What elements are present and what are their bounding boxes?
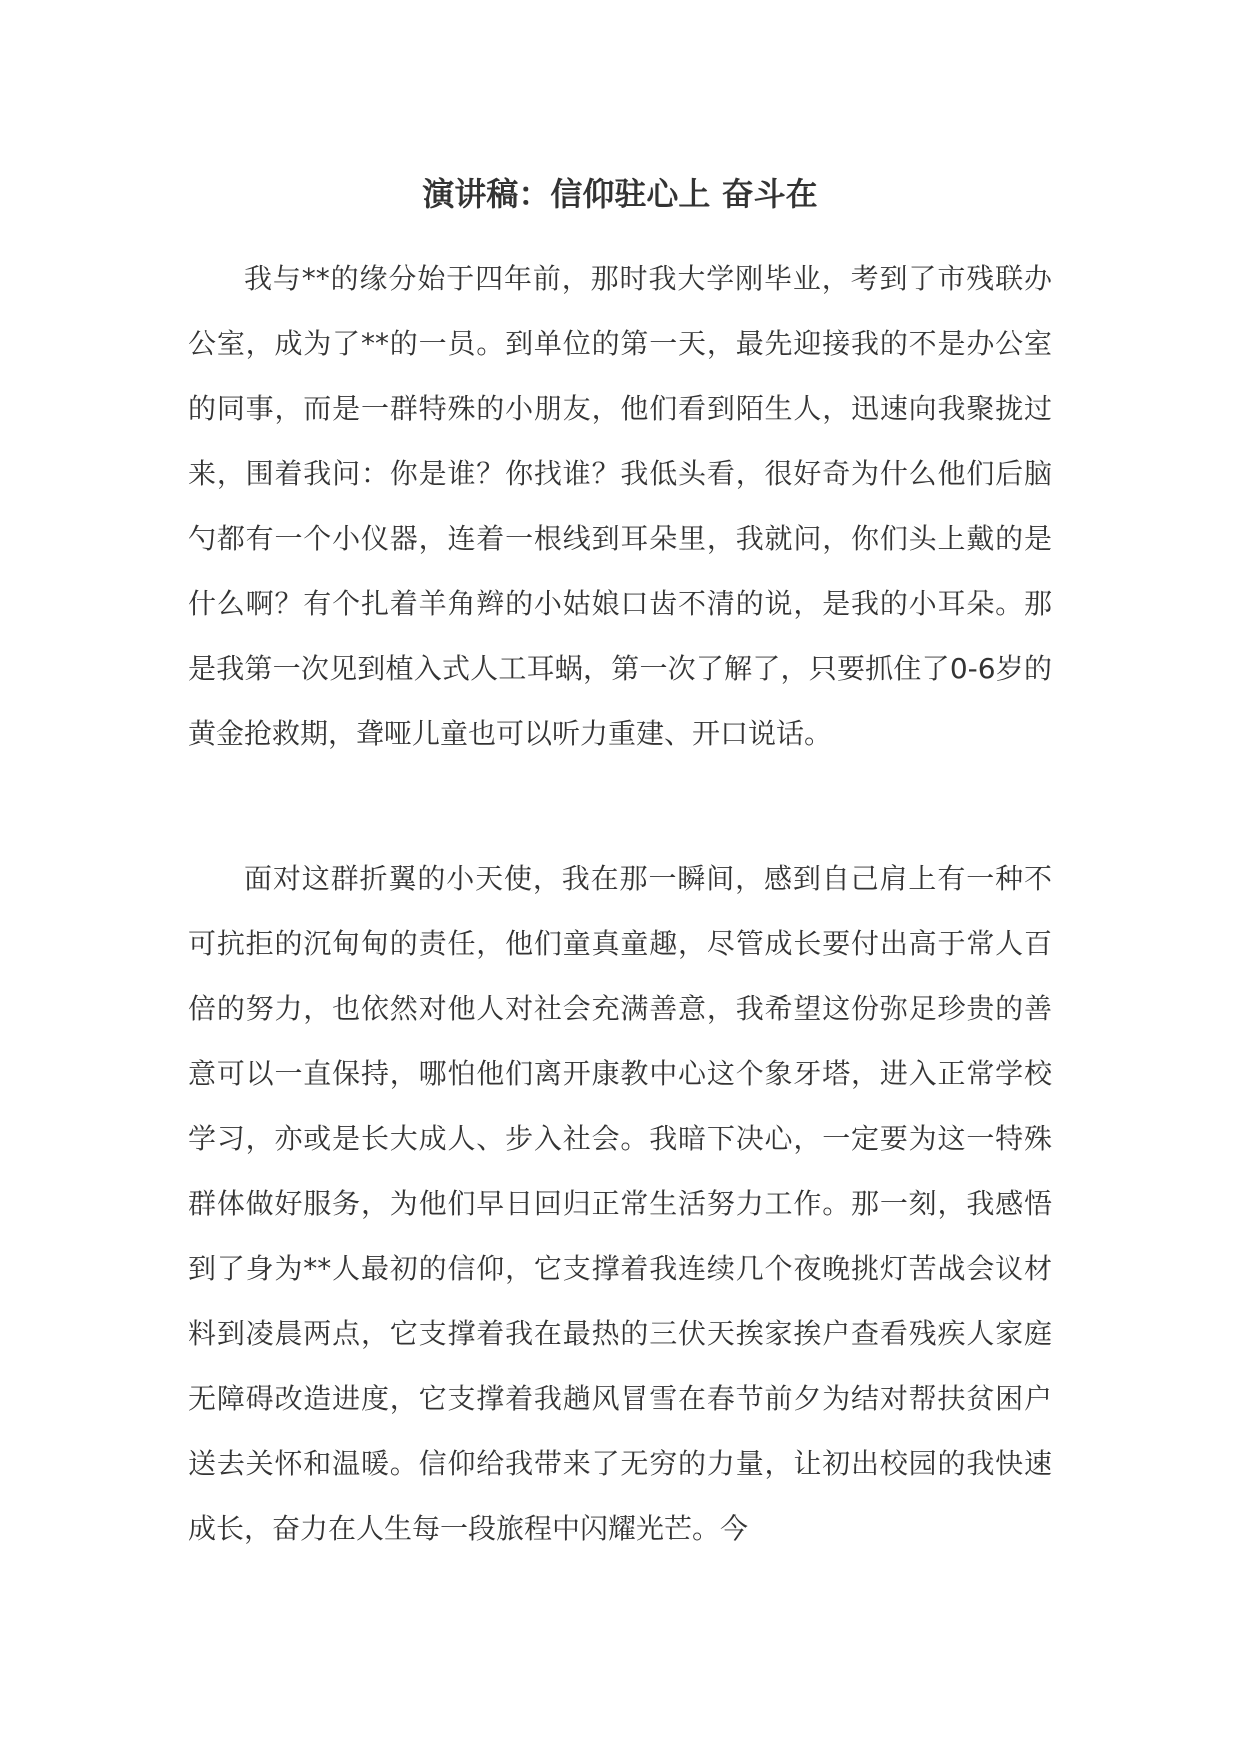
body-paragraph: 面对这群折翼的小天使，我在那一瞬间，感到自己肩上有一种不可抗拒的沉甸甸的责任，他们童真童趣，尽管成长要付出高于常人百倍的努力，也依然对他人对社会充满善意，我希望这份弥足珍贵的善意可以一直保持，哪怕他们离开康教中心这个象牙塔，进入正常学校学习，亦或是长大成人、步入社会。我暗下决心，一定要为这一特殊群体做好服务，为他们早日回归正常生活努力工作。那一刻，我感悟到了身为**人最初的信仰，它支撑着我连续几个夜晚挑灯苦战会议材料到凌晨两点，它支撑着我在最热的三伏天挨家挨户查看残疾人家庭无障碍改造进度，它支撑着我趟风冒雪在春节前夕为结对帮扶贫困户送去关怀和温暖。信仰给我带来了无穷的力量，让初出校园的我快速成长，奋力在人生每一段旅程中闪耀光芒。今: [188, 862, 1052, 1545]
body-paragraph: 我与**的缘分始于四年前，那时我大学刚毕业，考到了市残联办公室，成为了**的一员。到单位的第一天，最先迎接我的不是办公室的同事，而是一群特殊的小朋友，他们看到陌生人，迅速向我聚拢过来，围着我问：你是谁？你找谁？我低头看，很好奇为什么他们后脑勺都有一个小仪器，连着一根线到耳朵里，我就问，你们头上戴的是什么啊？有个扎着羊角辫的小姑娘口齿不清的说，是我的小耳朵。那是我第一次见到植入式人工耳蜗，第一次了解了，只要抓住了0-6岁的黄金抢救期，聋哑儿童也可以听力重建、开口说话。: [188, 262, 1052, 750]
paragraph-block-1: [188, 246, 1052, 766]
paragraph-block-2: [188, 846, 1052, 1561]
document-title: 演讲稿：信仰驻心上 奋斗在: [422, 175, 818, 213]
